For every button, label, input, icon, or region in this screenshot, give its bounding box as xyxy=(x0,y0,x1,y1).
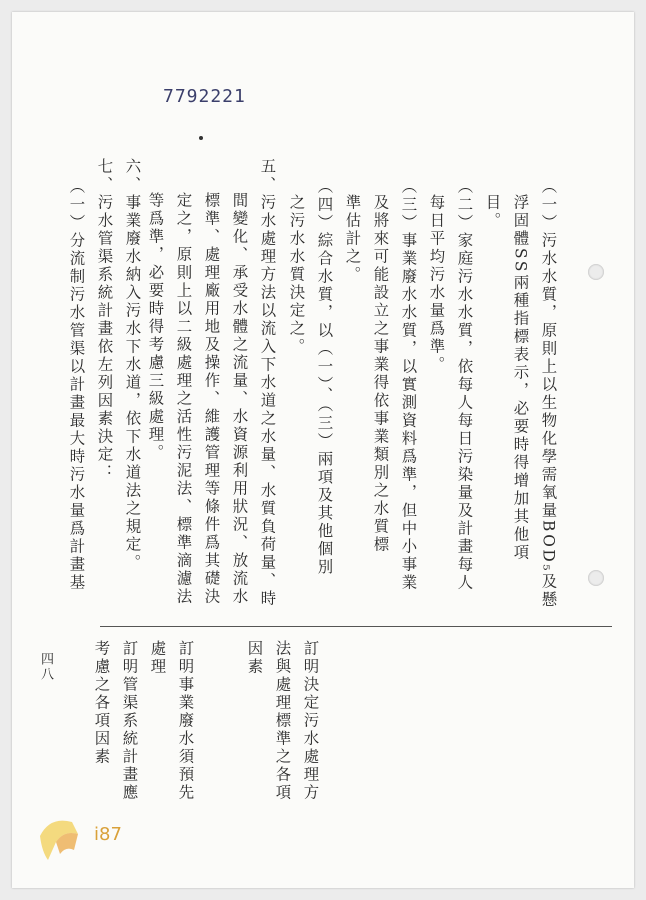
main-text-column: 五、污水處理方法以流入下水道之水量、水質負荷量、時 xyxy=(258,158,277,608)
margin-note-column: 因素 xyxy=(245,640,264,676)
main-text-column: 準估計之。 xyxy=(343,194,362,284)
margin-note-column: 處理 xyxy=(148,640,167,676)
page-number: 四八 xyxy=(38,652,53,682)
main-text-column: 每日平均污水量爲準。 xyxy=(427,194,446,374)
main-text-column: 浮固體SS兩種指標表示，必要時得增加其他項 xyxy=(511,194,530,563)
main-text-column: 七、污水管渠系統計畫依左列因素決定： xyxy=(95,158,114,482)
main-text-column: （三）事業廢水水質，以實測資料爲準，但中小事業 xyxy=(399,178,418,592)
main-text-column: 標準、處理廠用地及操作、維護管理等條件爲其礎決 xyxy=(202,192,221,606)
margin-note-column: 訂明事業廢水須預先 xyxy=(176,640,195,802)
main-text-column: （一）污水水質，原則上以生物化學需氧量BOD₅及懸 xyxy=(539,178,558,610)
margin-note-column: 考慮之各項因素 xyxy=(92,640,111,766)
main-text-column: 六、事業廢水納入污水下水道，依下水道法之規定。 xyxy=(123,158,142,572)
main-text-column: 定之，原則上以二級處理之活性污泥法、標準滴濾法 xyxy=(174,192,193,606)
stamp-number: 7792221 xyxy=(163,86,246,107)
ink-dot xyxy=(199,136,203,140)
archive-logo xyxy=(34,800,144,872)
punch-hole-top xyxy=(588,264,604,280)
main-text-column: 目。 xyxy=(483,194,502,230)
margin-note-column: 訂明管渠系統計畫應 xyxy=(120,640,139,802)
main-text-column: 等爲準，必要時得考慮三級處理。 xyxy=(146,192,165,462)
main-text-column: （四）綜合水質，以（一）、（三）兩項及其他個別 xyxy=(315,178,334,577)
main-text-column: 及將來可能設立之事業得依事業類別之水質標 xyxy=(371,194,390,554)
logo-text: i87 xyxy=(94,824,122,845)
margin-note-column: 訂明決定污水處理方 xyxy=(301,640,320,802)
main-text-column: （二）家庭污水水質，依每人每日污染量及計畫每人 xyxy=(455,178,474,592)
punch-hole-bottom xyxy=(588,570,604,586)
main-text-column: 之污水水質決定之。 xyxy=(287,194,306,356)
main-text-column: 間變化、承受水體之流量、水資源利用狀況、放流水 xyxy=(230,192,249,606)
divider-line xyxy=(100,626,612,627)
main-text-column: （一）分流制污水管渠以計畫最大時污水量爲計畫基 xyxy=(67,178,86,592)
margin-note-column: 法與處理標準之各項 xyxy=(273,640,292,802)
